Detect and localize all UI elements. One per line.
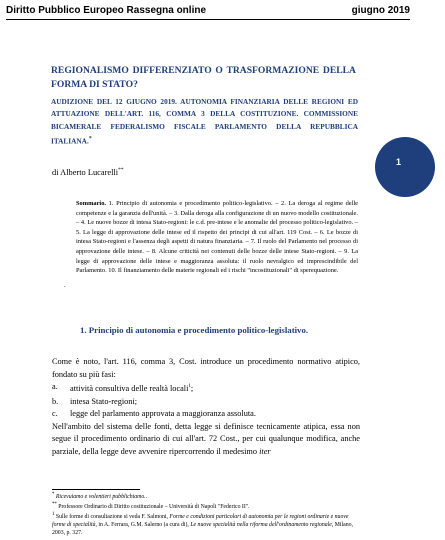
page-number-badge (375, 137, 435, 197)
footnote-text: Professore Ordinario di Diritto costituzionale – Università di Napoli "Federico II". (58, 503, 250, 510)
list-item-text: intesa Stato-regioni; (70, 396, 138, 406)
issue-date: giugno 2019 (351, 5, 410, 16)
list-item (52, 396, 360, 409)
author-line (52, 167, 124, 177)
list-key: c. (52, 409, 58, 419)
summary-text: 1. Principio di autonomia e procedimento politico-legislativo. – 2. La deroga al regime delle competenze e la garanzia dell'unità. – 3. Dalla deroga alla configurazione di un nuovo modello costituzionale. – 4. Le nuove bozze di intesa Stato-regioni: le c.d. pre-intese e le anomalie del processo politico-legislativo. – 5. La legge di approvazione delle intese ed il rispetto dei principi di cui all'art. 119 Cost. – 6. Le bozze di intesa Stato-regioni e l'assenza degli aspetti di natura finanziaria. – 7. Il ruolo del Parlamento nel processo di approvazione delle intese. – 8. Alcune criticità nei contenuti delle bozze delle intese Stato-regioni. – 9. La legge di approvazione delle intese e maggioranza assoluta: il ruolo nevralgico ed imprescindibile del Parlamento. 10. Il finanziamento delle materie regionali ed i rischi "incostituzionali" di sperequazione. (76, 200, 358, 275)
summary-trailing-dot: . (64, 281, 66, 289)
list-item (52, 408, 360, 421)
footnote-mark: 1 (188, 384, 191, 390)
footnote-text: , in A. Ferrara, G.M. Salerno (a cura di), (95, 521, 191, 528)
footnote-text: Sulle forme di consultazione si veda F. Salmoni, (55, 513, 170, 520)
intro-paragraph: Come è noto, l'art. 116, comma 3, Cost. introduce un procedimento normativo atipico, fondato su più fasi: (52, 357, 360, 379)
footnote (52, 511, 362, 537)
footnote (52, 501, 362, 511)
footnote-text: , Milano, 2003, p. 327. (52, 521, 353, 536)
list-key: a. (52, 382, 58, 392)
list (52, 381, 360, 421)
paragraph-text: Nell'ambito del sistema delle fonti, detta legge si definisce tecnicamente atipica, essa non segue il procedimento ordinario di cui all'art. 72 Cost., per cui qualunque modifica, anche parziale, della legge deve avvenire ripercorrendo il medesimo (52, 421, 360, 456)
footnote-rule (52, 489, 140, 490)
footnote-italic: Forme e condizioni particolari di autonomia per le regioni ordinarie e nuove forme di specialità (52, 513, 349, 528)
footnote-mark: ** (118, 167, 124, 173)
body-paragraph (52, 421, 360, 459)
article-subtitle (51, 96, 358, 148)
footnote-mark: * (52, 492, 55, 497)
footnote-text: Ricevuiamo e volentieri pubblichiamo.. (55, 493, 148, 500)
article-title: REGIONALISMO DIFFERENZIATO O TRASFORMAZIONE DELLA FORMA DI STATO? (51, 65, 356, 90)
footnote-mark: * (88, 135, 92, 142)
footnote-mark: ** (52, 501, 57, 507)
list-item (52, 381, 360, 395)
footnote-mark: 1 (52, 511, 55, 517)
page-number: 1 (396, 157, 402, 167)
summary-label: Sommario. (76, 200, 106, 207)
subtitle-text: AUDIZIONE DEL 12 GIUGNO 2019. AUTONOMIA FINANZIARIA DELLE REGIONI ED ATTUAZIONE DELL'ART. 116, COMMA 3 DELLA COSTITUZIONE. COMMISSIONE BICAMERALE FEDERALISMO FISCALE PARLAMENTO DELLA REPUBBLICA ITALIANA. (51, 97, 358, 146)
list-item-text: legge del parlamento approvata a maggioranza assoluta. (70, 409, 256, 419)
header-rule (6, 19, 410, 20)
list-item-end: ; (190, 383, 194, 393)
author-name: Alberto Lucarelli (60, 167, 119, 177)
list-key: b. (52, 396, 59, 406)
summary (76, 199, 358, 276)
list-item-text: attività consultiva delle realtà locali (70, 383, 189, 393)
author-prefix: di (52, 167, 61, 177)
list-text (70, 381, 193, 395)
journal-name: Diritto Pubblico Europeo Rassegna online (6, 5, 207, 16)
running-header (6, 5, 410, 19)
paragraph-italic: iter (259, 446, 271, 456)
body-text (52, 356, 360, 459)
footnote-italic: Le nuove specialità nella riforma dell'ordinamento regionale (190, 521, 332, 528)
footnote (52, 491, 362, 501)
footnotes (52, 491, 362, 537)
section-heading: 1. Principio di autonomia e procedimento politico-legislativo. (80, 325, 309, 335)
